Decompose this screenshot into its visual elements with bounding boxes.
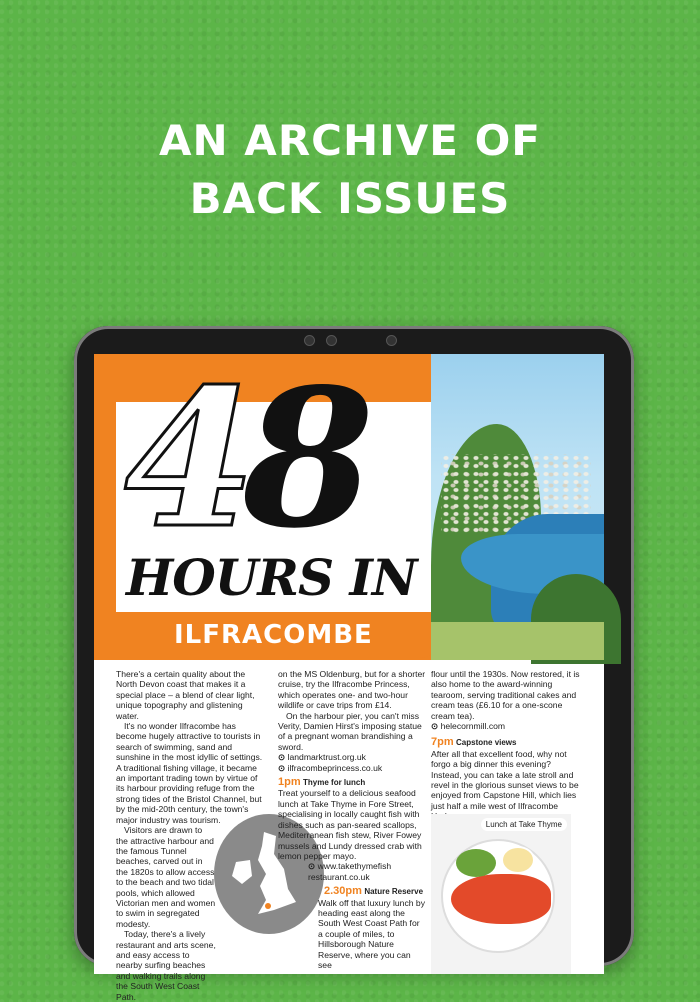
big-number-second-digit: 8	[242, 347, 361, 570]
promo-headline	[0, 112, 700, 228]
sensor-icon	[386, 335, 397, 346]
link-ilfracombeprincess[interactable]: ⊙ ilfracombeprincess.co.uk	[278, 763, 426, 773]
article-column-3	[431, 669, 581, 822]
paragraph: After all that excellent food, why not forgo a big dinner this evening? Instead, you can take a late stroll and revel in the glorious sunset views to be enjoyed from Capstone Hill, which lies just half a mile west of Ilfracombe	[431, 748, 579, 811]
link-takethyme[interactable]: ⊙ www.takethymefish restaurant.co.uk	[278, 861, 426, 882]
tablet-frame	[74, 326, 634, 1002]
time-label: 7pm	[431, 736, 454, 749]
place-banner: ILFRACOMBE	[152, 612, 442, 658]
hours-in-title: HOURS IN	[126, 548, 417, 607]
photo-caption: Lunch at Take Thyme	[481, 818, 567, 831]
food-photo	[431, 814, 571, 974]
paragraph: It's no wonder Ilfracombe has become hugely attractive to tourists in search of swimming, sand and sunshine in the most idyllic of settings. A traditional fishing village, it became an important trading town by virtue of its harbour providing refuge from the strong tides of the Bristol Channel, but by the mid-20th century, the town's major industry was tourism.	[116, 721, 263, 825]
paragraph: There's a certain quality about the North Devon coast that makes it a special place – a blend of clear light, unique topography and glistening water.	[116, 669, 255, 721]
article-column-2	[278, 669, 426, 970]
title-panel	[94, 347, 431, 660]
section-title: Thyme for lunch	[303, 778, 366, 788]
section-title: Capstone views	[456, 738, 517, 748]
paragraph: on the MS Oldenburg, but for a shorter cruise, try the Ilfracombe Princess, which operates one- and two-hour wildlife or cave trips from £14.	[278, 669, 426, 711]
big-number	[124, 347, 361, 570]
camera-icon	[304, 335, 315, 346]
paragraph: On the harbour pier, you can't miss Verity, Damien Hirst's imposing statue of a pregnant woman brandishing a sword.	[278, 710, 422, 752]
sauce-shape	[501, 846, 535, 874]
harbour-photo	[431, 354, 604, 660]
headline-line-1: AN ARCHIVE OF	[159, 116, 541, 165]
time-label: 2.30pm	[324, 885, 362, 898]
shore-shape	[431, 622, 604, 660]
big-number-first-digit: 4	[124, 347, 243, 570]
paragraph: Treat yourself to a delicious seafood lunch at Take Thyme in Fore Street, specialising in locally caught fish with dishes such as pan-seared scallops, Mediterranean fish stew, River Fowey mussels and Lundy dressed crab with lemon pepper mayo.	[278, 788, 422, 861]
paragraph: Visitors are drawn to the attractive harbour and the famous Tunnel beaches, carved out in the 1820s to allow access to the beach and two tidal pools, which allowed Victorian men and women to swim in segregated modesty.	[116, 825, 216, 929]
sensor-icon	[326, 335, 337, 346]
paragraph: flour until the 1930s. Now restored, it is also home to the award-winning tearoom, serving traditional cakes and cream teas (£6.10 for a one-scone cream tea).	[431, 669, 580, 721]
paragraph: Walk off that luxury lunch by heading east along the South West Coast Path for a couple of miles, to Hillsborough Nature Reserve, where you can see	[318, 897, 425, 970]
section-title: Nature Reserve	[364, 887, 424, 897]
magazine-page[interactable]	[94, 347, 604, 1002]
link-helecornmill[interactable]: ⊙ helecornmill.com	[431, 721, 581, 731]
link-landmarktrust[interactable]: ⊙ landmarktrust.org.uk	[278, 752, 426, 762]
time-label: 1pm	[278, 776, 301, 789]
headline-line-2: BACK ISSUES	[189, 174, 511, 223]
lobster-shape	[451, 874, 551, 924]
salad-shape	[456, 849, 496, 877]
paragraph: Today, there's a lively restaurant and arts scene, and easy access to nearby surfing beaches and walking trails along the South West Coast Path.	[116, 929, 216, 1002]
